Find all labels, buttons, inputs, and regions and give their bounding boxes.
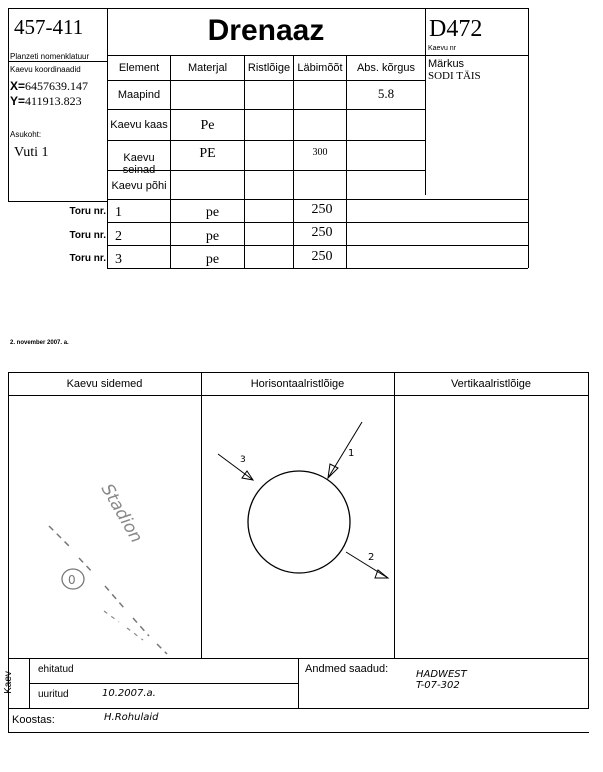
pipe-3-material: pe — [205, 252, 220, 267]
col-material: Materjal — [187, 62, 228, 74]
x-value: 6457639.147 — [25, 79, 89, 93]
coords-caption: Kaevu koordinaadid — [10, 65, 81, 74]
note-value: SODI TÄIS — [428, 70, 481, 82]
panel-mid-title: Horisontaalristlõige — [250, 378, 345, 390]
sketch-circle-label: 0 — [68, 573, 76, 587]
page-title: Drenaaz — [207, 14, 325, 47]
compiled-label: Koostas: — [12, 714, 55, 726]
pipe-2-material: pe — [205, 229, 220, 244]
pipe-1-material: pe — [205, 205, 220, 220]
compiled-value: H.Rohulaid — [104, 712, 159, 723]
row-seinad-diameter: 300 — [312, 147, 328, 158]
y-label: Y= — [10, 94, 26, 108]
footer-side-label: Kaev — [2, 671, 14, 694]
location-caption: Asukoht: — [10, 130, 42, 139]
panel-right-title: Vertikaalristlõige — [450, 378, 532, 390]
data-from-label: Andmed saadud: — [305, 663, 389, 675]
arrow-label-2: 2 — [368, 552, 375, 563]
col-diameter: Läbimõõt — [297, 62, 343, 74]
connections-sketch — [9, 396, 201, 658]
row-pohi-element: Kaevu põhi — [111, 180, 167, 192]
row-seinad-material: PE — [199, 146, 216, 161]
data-from-value-2: T-07-302 — [416, 680, 460, 691]
built-label: ehitatud — [38, 664, 74, 675]
pipe-2-label: Toru nr. — [69, 230, 106, 241]
x-label: X= — [10, 79, 26, 93]
surveyed-value: 10.2007.a. — [102, 688, 156, 699]
col-note: Märkus — [428, 58, 465, 70]
arrow-label-1: 1 — [348, 448, 355, 459]
y-coordinate — [10, 94, 82, 109]
data-from-value-1: HADWEST — [416, 669, 467, 680]
pipe-2-diameter: 250 — [311, 225, 333, 240]
surveyed-label: uuritud — [38, 689, 69, 700]
row-maapind-element: Maapind — [117, 89, 161, 101]
row-maapind-abs-height: 5.8 — [377, 86, 395, 101]
horizontal-section-drawing — [202, 396, 394, 658]
col-element: Element — [118, 62, 160, 74]
col-cross-section: Ristlõige — [247, 62, 291, 74]
row-seinad-element: Kaevu seinad — [122, 152, 156, 176]
pipe-1-number: 1 — [115, 205, 122, 220]
date-line: 2. november 2007. a. — [10, 340, 69, 346]
pipe-3-number: 3 — [115, 252, 122, 267]
pipe-3-diameter: 250 — [311, 249, 333, 264]
sheet-number: 457-411 — [14, 15, 84, 39]
sheet-number-caption: Planzeti nomenklatuur — [10, 52, 90, 61]
well-id: D472 — [429, 16, 483, 42]
location-value: Vuti 1 — [14, 145, 49, 160]
col-abs-height: Abs. kõrgus — [356, 62, 416, 74]
x-coordinate — [10, 79, 88, 94]
pipe-1-label: Toru nr. — [69, 206, 106, 217]
well-id-caption: Kaevu nr — [428, 45, 457, 52]
row-kaas-material: Pe — [200, 118, 215, 133]
pipe-3-label: Toru nr. — [69, 253, 106, 264]
pipe-2-number: 2 — [115, 229, 122, 244]
row-kaas-element: Kaevu kaas — [110, 119, 168, 131]
pipe-1-diameter: 250 — [311, 202, 333, 217]
sketch-stadion-text: Stadion — [96, 480, 147, 547]
arrow-label-3: 3 — [240, 455, 246, 465]
y-value: 411913.823 — [25, 94, 82, 108]
panel-left-title: Kaevu sidemed — [66, 378, 143, 390]
